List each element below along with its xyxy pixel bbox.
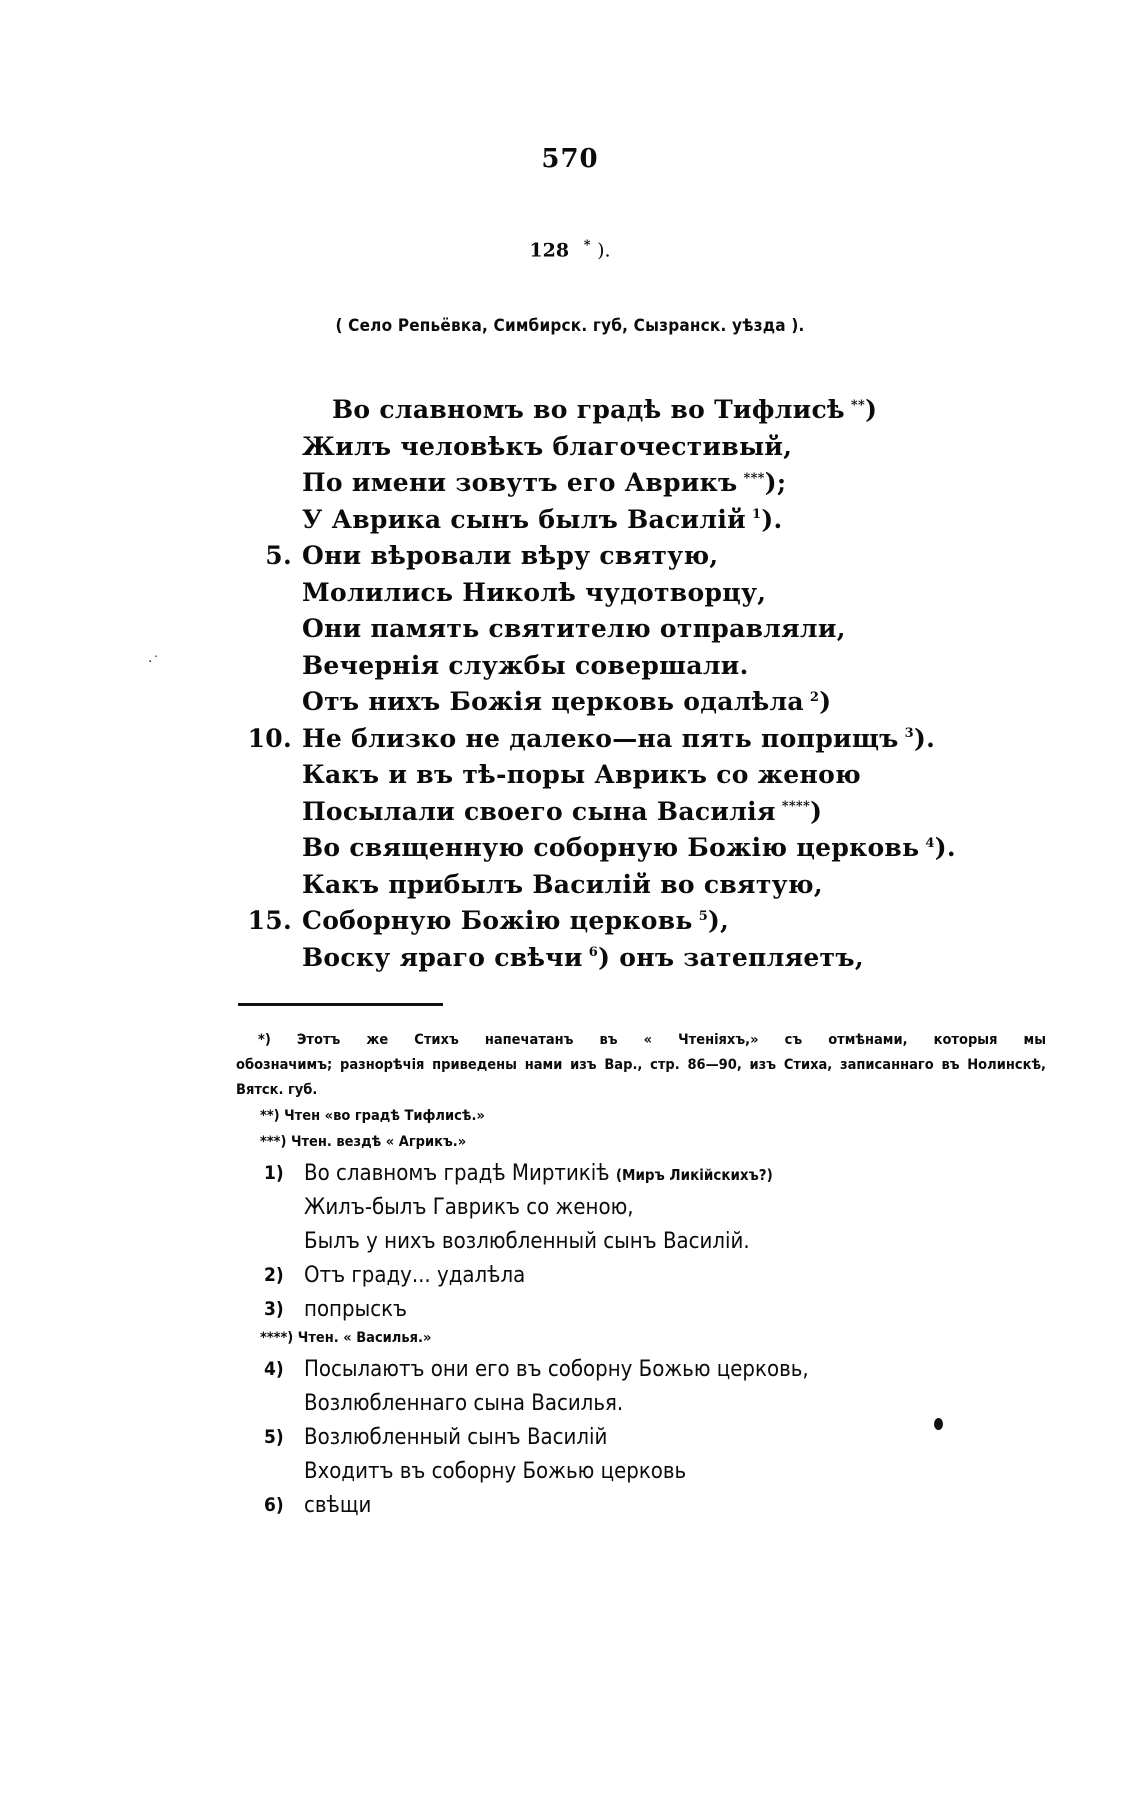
- ink-blot: [934, 1418, 943, 1430]
- footnote-4-line2: [236, 1385, 1046, 1419]
- verse-line: [250, 648, 970, 685]
- verse-note-mark: ****: [781, 799, 811, 815]
- margin-specks: ·˙: [148, 654, 160, 670]
- verse-line-text: Они вѣровали вѣру святую,: [302, 541, 719, 570]
- footnote-rule: [238, 1003, 443, 1006]
- footnote-4-line1: [236, 1351, 1046, 1385]
- verse-line-number: 15.: [247, 906, 292, 935]
- verse-line-text-wrap: [302, 502, 782, 539]
- verse-note-tail: ) онъ затепляетъ,: [598, 942, 864, 972]
- footnote-main-rest: обозначимъ; разнорѣчія приведены нами изъ Вар., стр. 86—90, изъ Стиха, записаннаго въ Нолинскѣ, Вятск. губ.: [236, 1057, 1046, 1098]
- verse-note-tail: );: [764, 468, 787, 497]
- footnote-2star: **) Чтен «во градѣ Тифлисѣ.»: [260, 1108, 485, 1124]
- verse-line-text-wrap: [332, 392, 877, 429]
- verse-line: [250, 611, 970, 648]
- verse-line-text-wrap: [302, 465, 786, 502]
- verse-note-tail: ): [865, 395, 878, 424]
- verse-line-text: Соборную Божію церковь: [302, 906, 693, 935]
- footnote-1-line1-text: Во славномъ градѣ Миртикіѣ: [304, 1161, 610, 1186]
- verse-note-mark: 4: [925, 835, 935, 851]
- verse-note-mark: **: [850, 397, 866, 413]
- verse-line-text: У Аврика сынъ былъ Василій: [302, 504, 746, 534]
- verse-line-text: Вечернія службы совершали.: [302, 650, 749, 680]
- verse-line-text: Во славномъ во градѣ во Тифлисѣ: [332, 395, 845, 424]
- verse-line-text: Не близко не далеко—на пять поприщъ: [302, 723, 899, 753]
- footnote-6-text: свѣщи: [304, 1493, 372, 1518]
- verse-line-text: Жилъ человѣкъ благочестивый,: [302, 431, 793, 461]
- footnote-6-key: 6): [264, 1494, 284, 1516]
- verse-line-text: Во священную соборную Божію церковь: [302, 833, 920, 862]
- verse-note-tail: ).: [761, 504, 783, 534]
- footnote-2-key: 2): [264, 1264, 284, 1286]
- verse-line-text-wrap: [302, 830, 956, 867]
- footnote-3star: ***) Чтен. вездѣ « Агрикъ.»: [260, 1134, 467, 1150]
- footnote-6: [236, 1487, 1046, 1521]
- footnote-5-line1-text: Возлюбленный сынъ Василій: [304, 1425, 608, 1450]
- verse-line-text: Они память святителю отправляли,: [302, 614, 846, 643]
- verse-note-tail: ),: [708, 906, 730, 935]
- verse-note-tail: ).: [914, 723, 936, 753]
- verse-note-mark: 2: [809, 689, 820, 705]
- verse-line-text: Молились Николѣ чудотворцу,: [302, 577, 767, 607]
- verse-block: [247, 392, 970, 976]
- verse-note-mark: 3: [904, 726, 915, 742]
- verse-note-tail: ).: [934, 833, 956, 862]
- verse-line: [250, 575, 970, 612]
- verse-line: [250, 465, 970, 502]
- verse-line-text-wrap: [302, 903, 729, 940]
- verse-line: [250, 867, 970, 904]
- footnote-4-line1-text: Посылаютъ они его въ соборну Божью церковь,: [304, 1357, 809, 1382]
- verse-line-text-wrap: [302, 757, 867, 794]
- footnote-3: [236, 1291, 1046, 1325]
- verse-note-mark: 5: [698, 908, 709, 924]
- verse-line-text: Какъ прибылъ Василій во святую,: [302, 869, 823, 899]
- footnote-1-line1: [236, 1155, 1046, 1189]
- poem-number: [0, 238, 1140, 261]
- footnote-3-text: попрыскъ: [304, 1297, 408, 1322]
- verse-line-text-wrap: [302, 648, 755, 685]
- footnote-5-line1: [236, 1419, 1046, 1453]
- verse-line-text-wrap: [302, 684, 831, 721]
- footnote-2: [236, 1257, 1046, 1291]
- verse-line-text: Воску ярагo свѣчи: [302, 942, 583, 972]
- footnote-5-key: 5): [264, 1426, 284, 1448]
- verse-line: [250, 429, 970, 466]
- verse-note-tail: ): [819, 687, 832, 716]
- poem-number-value: 128: [529, 239, 570, 262]
- footnote-3-key: 3): [264, 1298, 284, 1320]
- verse-line-text-wrap: [302, 794, 822, 831]
- footnote-1-inline: (Миръ Ликійскихъ?): [615, 1166, 773, 1184]
- verse-line-text: Посылали своего сына Василія: [302, 796, 776, 826]
- verse-note-mark: 6: [588, 945, 599, 961]
- footnote-4star: ****) Чтен. « Василья.»: [260, 1330, 432, 1346]
- place-heading: ( Село Репьёвка, Симбирск. губ, Сызранск. уѣзда ).: [335, 316, 805, 336]
- verse-note-tail: ): [810, 796, 823, 826]
- footnote-4-key: 4): [264, 1358, 284, 1380]
- footnotes: [236, 1028, 1046, 1521]
- footnote-1-line2: [236, 1189, 1046, 1223]
- verse-line: [250, 830, 970, 867]
- verse-line: [250, 684, 970, 721]
- verse-line-text-wrap: [302, 721, 935, 758]
- footnote-5-line2-text: Входитъ въ соборну Божью церковь: [304, 1459, 687, 1484]
- footnote-2-text: Отъ граду... удалѣла: [304, 1263, 526, 1288]
- verse-line-text-wrap: [302, 575, 772, 612]
- verse-line-text: Какъ и въ тѣ-поры Аврикъ со женою: [302, 760, 861, 789]
- footnote-4-line2-text: Возлюбленнаго сына Василья.: [304, 1391, 624, 1416]
- footnote-main: [236, 1028, 1046, 1103]
- footnote-main-line1: *) Этотъ же Стихъ напечатанъ въ « Чтеніяхъ,» съ отмѣнами, которыя мы: [258, 1032, 1046, 1048]
- verse-line-text-wrap: [302, 867, 829, 904]
- verse-line: [250, 757, 970, 794]
- verse-line-number: 10.: [247, 723, 292, 753]
- verse-line-text-wrap: [302, 429, 798, 466]
- footnote-1-line2-text: Жилъ-былъ Гаврикъ со женою,: [304, 1195, 634, 1220]
- verse-line-number: 5.: [265, 541, 292, 570]
- verse-line: [250, 502, 970, 539]
- verse-note-mark: ***: [743, 470, 765, 486]
- footnote-1-line3: [236, 1223, 1046, 1257]
- verse-line: [250, 940, 970, 977]
- verse-line: [247, 903, 970, 940]
- verse-line-text-wrap: [302, 611, 852, 648]
- verse-line: [250, 794, 970, 831]
- verse-line: [250, 538, 970, 575]
- footnote-1-key: 1): [264, 1162, 284, 1184]
- verse-line-text-wrap: [302, 940, 864, 977]
- verse-line: [247, 721, 970, 758]
- page-number: 570: [541, 144, 599, 174]
- poem-close-paren: ).: [597, 239, 611, 262]
- verse-line-text-wrap: [302, 538, 724, 575]
- footnote-1-line3-text: Былъ у нихъ возлюбленный сынъ Василій.: [304, 1229, 750, 1254]
- poem-note-mark: *: [583, 238, 591, 253]
- verse-line-text: Отъ нихъ Божія церковь одалѣла: [302, 687, 804, 716]
- verse-note-mark: 1: [751, 507, 762, 523]
- verse-line-text: По имени зовутъ его Аврикъ: [302, 468, 738, 497]
- footnote-5-line2: [236, 1453, 1046, 1487]
- verse-line: [250, 392, 970, 429]
